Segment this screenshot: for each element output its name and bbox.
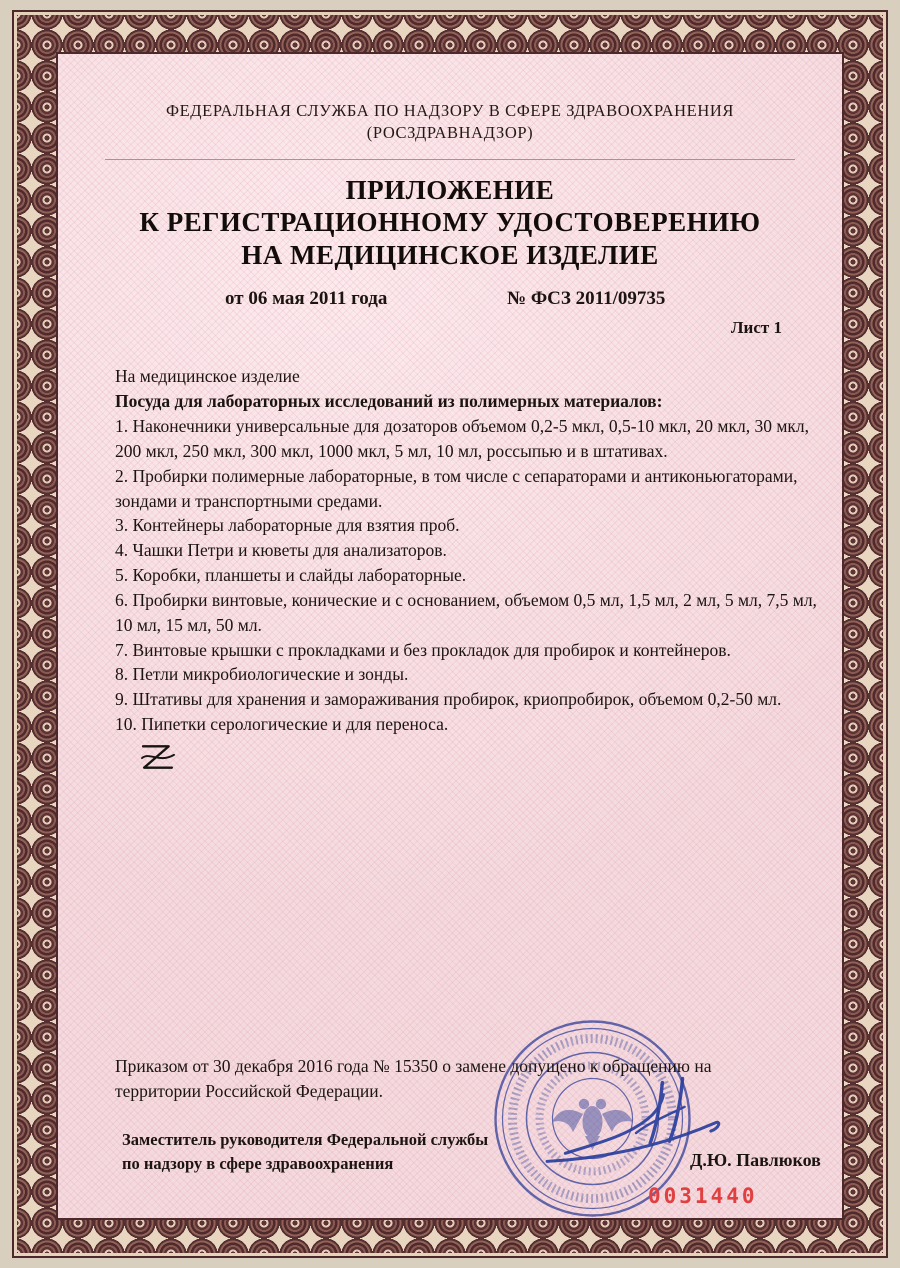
- list-item: 9. Штативы для хранения и замораживания пробирок, криопробирок, объемом 0,2-50 мл.: [115, 689, 782, 710]
- issuer-header: [58, 100, 842, 145]
- meta-row: [58, 288, 842, 310]
- form-serial-number: 0031440: [648, 1184, 758, 1208]
- document-title: [58, 174, 842, 273]
- list-item: 4. Чашки Петри и кюветы для анализаторов.: [115, 540, 447, 561]
- registration-number: № ФСЗ 2011/09735: [507, 288, 666, 310]
- replacement-order-text: Приказом от 30 декабря 2016 года № 15350 о замене допущено к обращению на территории Российской Федерации.: [115, 1056, 712, 1101]
- list-item: 1. Наконечники универсальные для дозаторов объемом 0,2-5 мкл, 0,5-10 мкл, 20 мкл, 30 мкл, 200 мкл, 250 мкл, 300 мкл, 1000 мкл, 5 мл, 10 мл, россыпью и в штативах.: [115, 416, 810, 461]
- list-item: 5. Коробки, планшеты и слайды лабораторные.: [115, 565, 467, 586]
- title-line-3: НА МЕДИЦИНСКОЕ ИЗДЕЛИЕ: [241, 240, 659, 271]
- list-item: 7. Винтовые крышки с прокладками и без прокладок для пробирок и контейнеров.: [115, 639, 731, 660]
- title-line-2: К РЕГИСТРАЦИОННОМУ УДОСТОВЕРЕНИЮ: [139, 207, 761, 238]
- signer-title: [122, 1128, 488, 1176]
- end-of-text-z-mark-icon: [139, 741, 177, 773]
- issuer-short-name: (РОСЗДРАВНАДЗОР): [366, 123, 534, 143]
- certificate-field: [56, 52, 844, 1220]
- issue-date: от 06 мая 2011 года: [225, 288, 388, 310]
- list-item: 10. Пипетки серологические и для переноса.: [115, 714, 449, 735]
- list-item: 3. Контейнеры лабораторные для взятия проб.: [115, 515, 460, 536]
- list-item: 6. Пробирки винтовые, конические и с основанием, объемом 0,5 мл, 1,5 мл, 2 мл, 5 мл, 7,5 мл, 10 мл, 15 мл, 50 мл.: [115, 589, 817, 635]
- header-divider: [105, 159, 795, 160]
- sheet-number: Лист 1: [730, 318, 782, 338]
- product-title: Посуда для лабораторных исследований из полимерных материалов:: [115, 391, 663, 412]
- issuer-name: ФЕДЕРАЛЬНАЯ СЛУЖБА ПО НАДЗОРУ В СФЕРЕ ЗДРАВООХРАНЕНИЯ: [165, 101, 735, 120]
- signer-title-line-1: Заместитель руководителя Федеральной службы: [122, 1130, 489, 1149]
- title-line-1: ПРИЛОЖЕНИЕ: [345, 174, 555, 205]
- signer-title-line-2: по надзору в сфере здравоохранения: [122, 1153, 394, 1173]
- list-item: 2. Пробирки полимерные лабораторные, в том числе с сепараторами и антиконьюгаторами, зондами и транспортными средами.: [115, 465, 798, 511]
- list-item: 8. Петли микробиологические и зонды.: [115, 664, 409, 685]
- signer-name: Д.Ю. Павлюков: [690, 1150, 821, 1170]
- intro-line: На медицинское изделие: [115, 366, 300, 387]
- device-description: [58, 364, 842, 773]
